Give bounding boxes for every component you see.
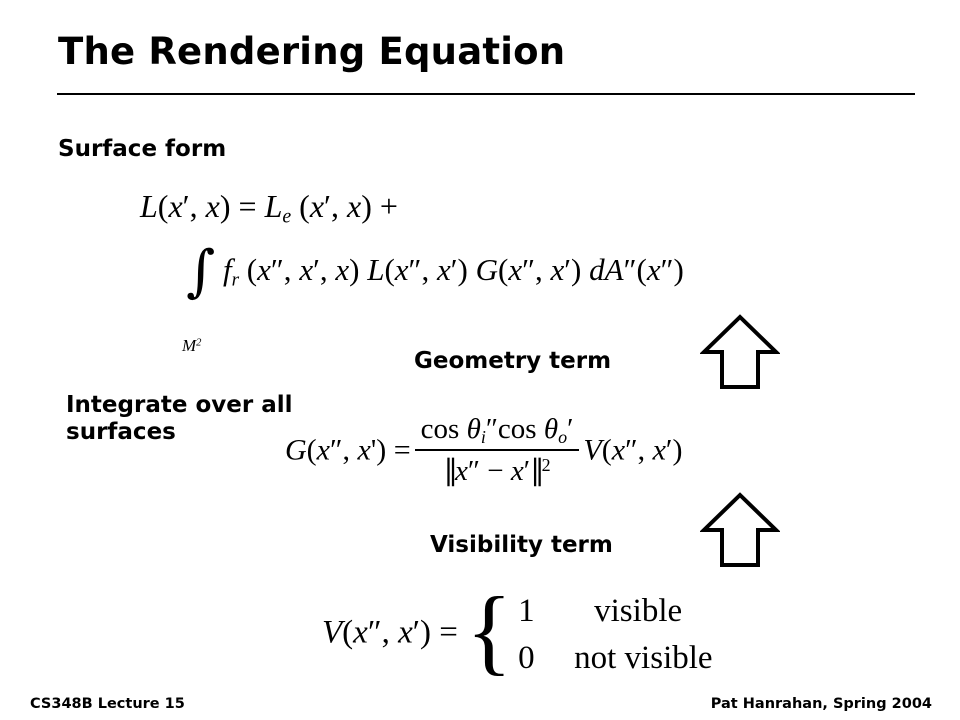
geometry-equation: G(x″, x') = $\frac{\cos \theta_i''\cos \theta_o'}{\parallel x'' - x'\parallel^2}$ V(x″, x′) bbox=[285, 413, 683, 488]
up-arrow-visibility-icon bbox=[700, 492, 780, 568]
visibility-case-2-value: 0 bbox=[518, 639, 535, 676]
integrate-over-all-surfaces-label: Integrate over all surfaces bbox=[66, 392, 293, 445]
footer-left: CS348B Lecture 15 bbox=[30, 696, 185, 712]
title-divider bbox=[57, 93, 915, 95]
visibility-equation: V(x″, x′) = { 1 visible 0 not visible bbox=[322, 577, 713, 685]
visibility-case-1-value: 1 bbox=[518, 593, 535, 629]
page-title: The Rendering Equation bbox=[58, 30, 566, 73]
integral-limit: $M^2$ bbox=[182, 336, 202, 355]
surface-form-label: Surface form bbox=[58, 136, 227, 162]
footer-right: Pat Hanrahan, Spring 2004 bbox=[710, 696, 932, 712]
radiance-equation: L(x′, $x) = L_e$ (x′, x) + bbox=[140, 188, 398, 228]
visibility-case-2-label: not visible bbox=[574, 639, 713, 676]
visibility-case-1-label: visible bbox=[594, 593, 683, 629]
visibility-term-label: Visibility term bbox=[430, 532, 613, 558]
geometry-term-label: Geometry term bbox=[414, 348, 612, 374]
up-arrow-geometry-icon bbox=[700, 314, 780, 390]
integral-equation: ∫ $f_r$ (x″, x′, x) L(x″, x′) G(x″, x′) dA″(x″) bbox=[186, 239, 684, 305]
cases-brace: { bbox=[466, 577, 513, 685]
